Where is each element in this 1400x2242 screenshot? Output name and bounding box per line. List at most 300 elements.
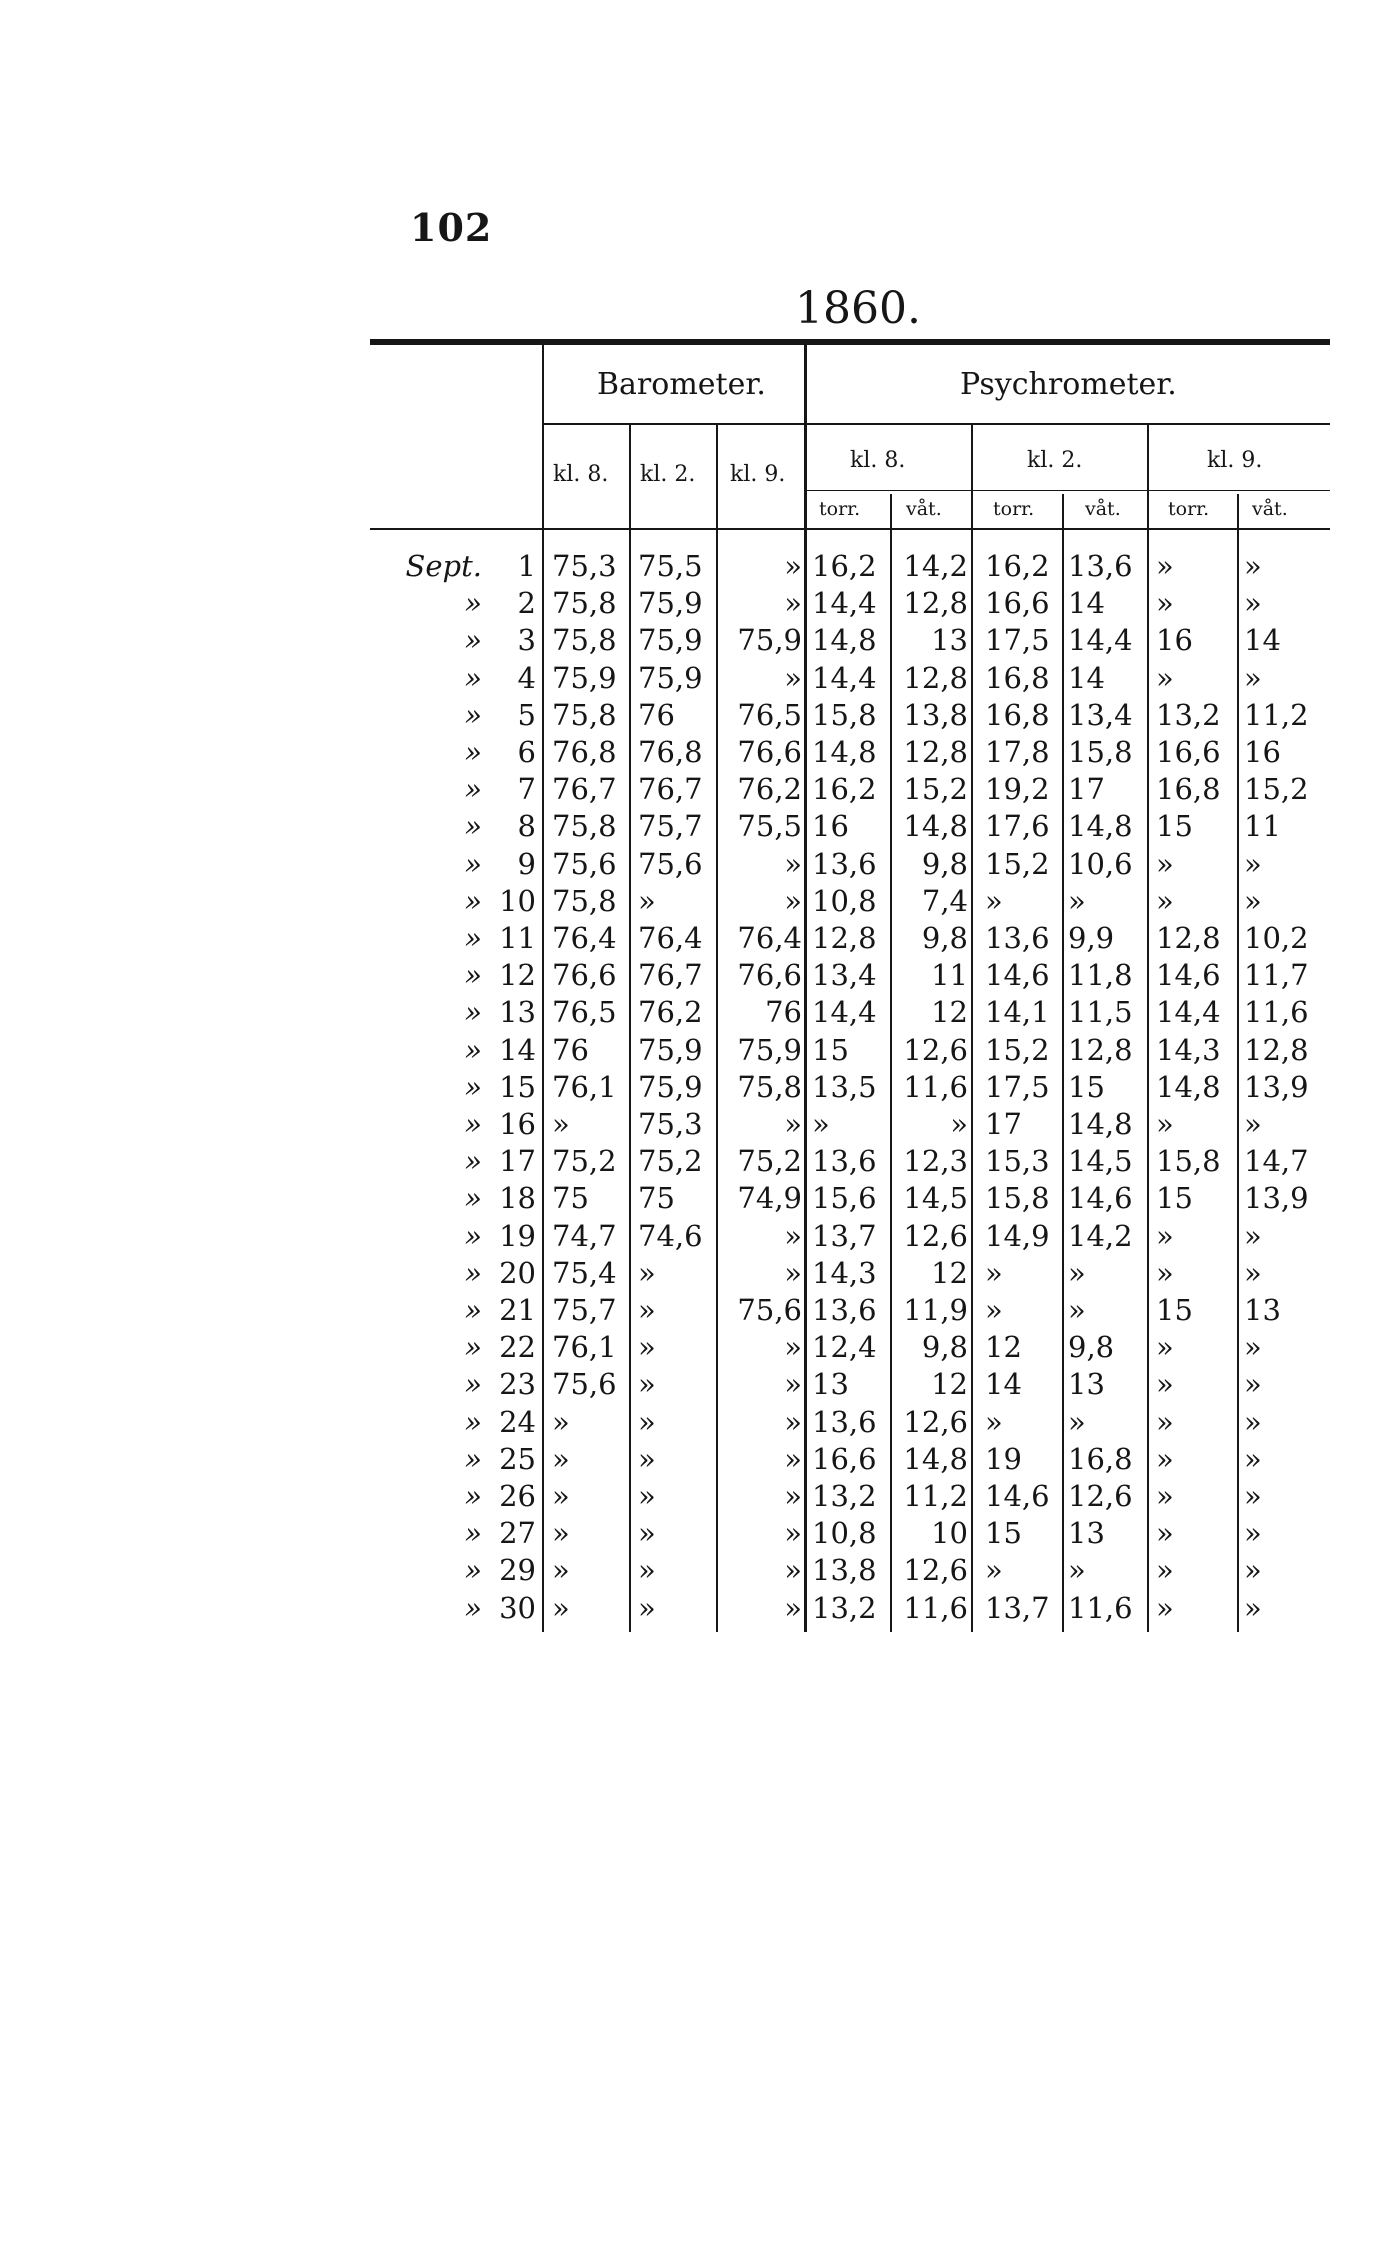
top-rule [370,339,1330,345]
torr-9-cell: » [1156,549,1174,583]
year-heading: 1860. [795,283,921,334]
torr-8-cell: 14,4 [812,995,877,1030]
vat-2-cell: 14 [1068,586,1105,621]
vat-8-cell: 7,4 [921,883,968,918]
baro-2-cell: 76,7 [638,958,703,993]
torr-9-cell: 12,8 [1156,921,1221,955]
torr-2-cell: » [985,883,1003,918]
vat-9-cell: » [1244,1330,1262,1365]
torr-2-cell: 17,6 [985,809,1050,844]
vat-2-cell: 9,8 [1068,1330,1115,1365]
baro-9-cell: 75,8 [737,1069,802,1104]
torr-8-cell: 14,4 [812,586,877,621]
baro-9-cell: 75,6 [737,1293,802,1327]
torr-9-cell: » [1156,1590,1174,1625]
torr-9-cell: » [1156,1516,1174,1551]
month-label: » [464,1590,482,1625]
baro-8-cell: 75,9 [552,660,617,695]
torr-9-cell: » [1156,1255,1174,1290]
torr-8-cell: 13,6 [812,1293,877,1327]
torr-2-cell: 14,9 [985,1218,1050,1253]
vat-9-cell: 11,7 [1244,958,1309,993]
vat-2-cell: 14,2 [1068,1218,1133,1253]
vat-9-cell: 12,8 [1244,1032,1309,1067]
torr-9-cell: » [1156,1367,1174,1402]
month-label: » [464,958,482,993]
vat-2-cell: 13,4 [1068,697,1133,732]
torr-2-cell: 15,2 [985,1032,1050,1067]
day-cell: 21 [499,1293,536,1327]
rule-baro-psy [804,345,807,1632]
torr-label-8: torr. [819,498,861,520]
vat-9-cell: » [1244,1590,1262,1625]
vat-8-cell: 13,8 [903,697,968,732]
month-label: » [464,1181,482,1216]
baro-2-cell: 75,9 [638,623,703,658]
vat-9-cell: 13,9 [1244,1069,1309,1104]
baro-2-cell: 76 [638,697,675,732]
baro-time-9: kl. 9. [730,462,786,487]
baro-9-cell: 76,6 [737,958,802,993]
month-label: » [464,1441,482,1476]
torr-2-cell: 15,8 [985,1181,1050,1216]
torr-8-cell: 13 [812,1367,849,1402]
baro-2-cell: 76,2 [638,995,703,1030]
torr-8-cell: 15,8 [812,697,877,732]
baro-2-cell: » [638,1479,656,1513]
vat-8-cell: 12,8 [903,660,968,695]
day-cell: 6 [517,735,536,769]
vat-8-cell: 10 [931,1516,968,1551]
day-cell: 9 [517,846,536,881]
vat-2-cell: 14,6 [1068,1181,1133,1216]
torr-9-cell: 14,6 [1156,958,1221,993]
baro-9-cell: » [784,660,802,695]
month-label: » [464,586,482,621]
month-label: » [464,883,482,918]
baro-9-cell: 75,9 [737,1032,802,1067]
month-label: » [464,1107,482,1141]
vat-9-cell: 10,2 [1244,921,1309,955]
vat-8-cell: 12,6 [903,1218,968,1253]
psy-time-2: kl. 2. [1027,448,1083,473]
torr-2-cell: 16,8 [985,660,1050,695]
torr-8-cell: 10,8 [812,1516,877,1551]
vat-9-cell: » [1244,660,1262,695]
baro-9-cell: 74,9 [737,1181,802,1216]
baro-2-cell: » [638,1590,656,1625]
vat-2-cell: 12,8 [1068,1032,1133,1067]
vat-8-cell: 14,8 [903,809,968,844]
torr-9-cell: » [1156,660,1174,695]
torr-9-cell: 15 [1156,1293,1193,1327]
vat-9-cell: » [1244,1218,1262,1253]
torr-8-cell: 12,8 [812,921,877,955]
vat-2-cell: 13 [1068,1367,1105,1402]
vat-2-cell: » [1068,1553,1086,1588]
baro-2-cell: 75,9 [638,660,703,695]
baro-8-cell: » [552,1553,570,1588]
day-cell: 26 [499,1479,536,1513]
torr-2-cell: 17,5 [985,1069,1050,1104]
torr-8-cell: 16 [812,809,849,844]
vat-9-cell: 16 [1244,735,1281,769]
vat-9-cell: 14 [1244,623,1281,658]
baro-2-cell: » [638,1255,656,1290]
baro-9-cell: 75,2 [737,1144,802,1179]
vat-8-cell: 11,2 [903,1479,968,1513]
torr-8-cell: 14,4 [812,660,877,695]
vat-8-cell: 9,8 [921,846,968,881]
baro-8-cell: » [552,1107,570,1141]
day-cell: 11 [499,921,536,955]
vat-9-cell: 11 [1244,809,1281,844]
torr-8-cell: 13,6 [812,1404,877,1439]
vat-2-cell: 14 [1068,660,1105,695]
rule-under-header [370,528,1330,530]
baro-8-cell: 75,3 [552,549,617,583]
torr-9-cell: 16,8 [1156,772,1221,807]
baro-8-cell: 76,1 [552,1069,617,1104]
vat-8-cell: » [950,1107,968,1141]
month-label: » [464,1367,482,1402]
torr-9-cell: » [1156,1404,1174,1439]
vat-9-cell: 11,2 [1244,697,1309,732]
day-cell: 8 [517,809,536,844]
month-label: » [464,1293,482,1327]
torr-9-cell: » [1156,1218,1174,1253]
torr-9-cell: 15,8 [1156,1144,1221,1179]
baro-8-cell: » [552,1479,570,1513]
baro-8-cell: » [552,1516,570,1551]
baro-8-cell: 76,5 [552,995,617,1030]
month-label: » [464,1479,482,1513]
vat-2-cell: 16,8 [1068,1441,1133,1476]
baro-8-cell: 75,7 [552,1293,617,1327]
baro-8-cell: 75 [552,1181,589,1216]
day-cell: 12 [499,958,536,993]
day-cell: 25 [499,1441,536,1476]
month-label: » [464,623,482,658]
baro-9-cell: » [784,1516,802,1551]
month-label: » [464,809,482,844]
rule-under-psy-times [806,490,1330,491]
baro-2-cell: 76,7 [638,772,703,807]
vat-9-cell: » [1244,1441,1262,1476]
baro-9-cell: » [784,846,802,881]
vat-2-cell: 14,8 [1068,809,1133,844]
vat-9-cell: » [1244,1479,1262,1513]
vat-8-cell: 14,2 [903,549,968,583]
baro-9-cell: » [784,1590,802,1625]
baro-8-cell: 74,7 [552,1218,617,1253]
vat-2-cell: 14,5 [1068,1144,1133,1179]
vat-8-cell: 12,3 [903,1144,968,1179]
vat-8-cell: 12,8 [903,735,968,769]
baro-8-cell: 75,6 [552,846,617,881]
vat-2-cell: 11,8 [1068,958,1133,993]
psychrometer-header: Psychrometer. [960,367,1177,402]
torr-9-cell: 13,2 [1156,697,1221,732]
torr-2-cell: » [985,1293,1003,1327]
day-cell: 14 [499,1032,536,1067]
vat-2-cell: » [1068,1255,1086,1290]
psy-time-8: kl. 8. [850,448,906,473]
vat-9-cell: » [1244,1367,1262,1402]
month-label: » [464,1516,482,1551]
baro-2-cell: 76,4 [638,921,703,955]
torr-2-cell: 16,2 [985,549,1050,583]
vat-9-cell: » [1244,1255,1262,1290]
day-cell: 29 [499,1553,536,1588]
vat-8-cell: 12,6 [903,1404,968,1439]
month-label: » [464,1032,482,1067]
baro-2-cell: » [638,1553,656,1588]
vat-9-cell: » [1244,1404,1262,1439]
vat-9-cell: » [1244,846,1262,881]
baro-8-cell: 76,7 [552,772,617,807]
month-label: » [464,735,482,769]
month-label: » [464,1404,482,1439]
baro-2-cell: 75 [638,1181,675,1216]
vat-2-cell: 17 [1068,772,1105,807]
torr-2-cell: 17,8 [985,735,1050,769]
barometer-header: Barometer. [597,367,766,402]
torr-9-cell: 16,6 [1156,735,1221,769]
baro-9-cell: 75,9 [737,623,802,658]
torr-2-cell: 15,2 [985,846,1050,881]
torr-9-cell: 15 [1156,809,1193,844]
torr-2-cell: 13,6 [985,921,1050,955]
baro-8-cell: 75,8 [552,623,617,658]
torr-9-cell: » [1156,883,1174,918]
torr-8-cell: 13,8 [812,1553,877,1588]
baro-8-cell: » [552,1590,570,1625]
torr-8-cell: 13,4 [812,958,877,993]
baro-9-cell: » [784,1255,802,1290]
torr-2-cell: 15 [985,1516,1022,1551]
baro-8-cell: 75,6 [552,1367,617,1402]
vat-8-cell: 14,5 [903,1181,968,1216]
torr-8-cell: 12,4 [812,1330,877,1365]
vat-label-9: våt. [1252,498,1288,520]
torr-8-cell: 13,6 [812,846,877,881]
baro-2-cell: » [638,1293,656,1327]
month-label: » [464,1069,482,1104]
month-label: » [464,995,482,1030]
baro-2-cell: 75,9 [638,1032,703,1067]
rule-psy-8-2 [971,425,973,1632]
torr-label-2: torr. [993,498,1035,520]
baro-2-cell: 75,5 [638,549,703,583]
vat-9-cell: 13 [1244,1293,1281,1327]
baro-9-cell: 76,5 [737,697,802,732]
torr-8-cell: 15,6 [812,1181,877,1216]
torr-2-cell: » [985,1255,1003,1290]
torr-9-cell: 16 [1156,623,1193,658]
torr-2-cell: 16,8 [985,697,1050,732]
vat-9-cell: » [1244,586,1262,621]
day-cell: 16 [499,1107,536,1141]
baro-8-cell: 75,2 [552,1144,617,1179]
month-label: » [464,1330,482,1365]
baro-time-8: kl. 8. [553,462,609,487]
baro-8-cell: 75,8 [552,697,617,732]
baro-9-cell: 76 [765,995,802,1030]
torr-2-cell: » [985,1404,1003,1439]
baro-2-cell: » [638,1367,656,1402]
torr-9-cell: » [1156,1553,1174,1588]
month-label: » [464,1144,482,1179]
torr-9-cell: » [1156,1107,1174,1141]
day-cell: 7 [517,772,536,807]
baro-9-cell: » [784,1367,802,1402]
baro-time-2: kl. 2. [640,462,696,487]
torr-2-cell: 15,3 [985,1144,1050,1179]
vat-2-cell: 9,9 [1068,921,1115,955]
baro-8-cell: 75,8 [552,809,617,844]
day-cell: 22 [499,1330,536,1365]
rule-baro-2-9 [716,425,718,1632]
torr-9-cell: » [1156,586,1174,621]
vat-2-cell: 13,6 [1068,549,1133,583]
torr-9-cell: » [1156,846,1174,881]
torr-2-cell: 14,1 [985,995,1050,1030]
rule-under-psychrometer [806,423,1330,425]
month-label: » [464,846,482,881]
vat-8-cell: 12,8 [903,586,968,621]
torr-8-cell: 13,2 [812,1479,877,1513]
torr-8-cell: 14,8 [812,623,877,658]
torr-8-cell: 13,7 [812,1218,877,1253]
vat-8-cell: 12 [931,1255,968,1290]
vat-9-cell: » [1244,1553,1262,1588]
page-number: 102 [410,205,493,250]
torr-8-cell: 16,2 [812,549,877,583]
torr-2-cell: 19 [985,1441,1022,1476]
torr-2-cell: 17 [985,1107,1022,1141]
baro-2-cell: » [638,1441,656,1476]
baro-2-cell: » [638,1404,656,1439]
vat-9-cell: 15,2 [1244,772,1309,807]
vat-9-cell: 13,9 [1244,1181,1309,1216]
torr-8-cell: 15 [812,1032,849,1067]
rule-psy-2-9 [1147,425,1149,1632]
vat-9-cell: 11,6 [1244,995,1309,1030]
torr-8-cell: 16,6 [812,1441,877,1476]
day-cell: 27 [499,1516,536,1551]
torr-9-cell: 14,8 [1156,1069,1221,1104]
baro-9-cell: 76,6 [737,735,802,769]
day-cell: 23 [499,1367,536,1402]
torr-8-cell: 13,5 [812,1069,877,1104]
vat-8-cell: 12 [931,995,968,1030]
month-label: » [464,1218,482,1253]
day-cell: 10 [499,883,536,918]
day-cell: 15 [499,1069,536,1104]
vat-8-cell: 11,6 [903,1590,968,1625]
torr-2-cell: 17,5 [985,623,1050,658]
vat-8-cell: 11,6 [903,1069,968,1104]
vat-8-cell: 13 [931,623,968,658]
baro-8-cell: 76 [552,1032,589,1067]
baro-2-cell: 75,6 [638,846,703,881]
vat-9-cell: » [1244,883,1262,918]
rule-torr-vat-2 [1062,494,1064,1632]
baro-8-cell: 76,1 [552,1330,617,1365]
day-cell: 17 [499,1144,536,1179]
torr-8-cell: 14,3 [812,1255,877,1290]
torr-9-cell: 14,4 [1156,995,1221,1030]
day-cell: 18 [499,1181,536,1216]
vat-2-cell: 10,6 [1068,846,1133,881]
month-label: » [464,921,482,955]
vat-2-cell: 14,4 [1068,623,1133,658]
baro-9-cell: 76,4 [737,921,802,955]
torr-9-cell: » [1156,1479,1174,1513]
baro-9-cell: » [784,1441,802,1476]
day-cell: 5 [517,697,536,732]
vat-2-cell: 14,8 [1068,1107,1133,1141]
month-label: Sept. [405,549,482,583]
torr-8-cell: 10,8 [812,883,877,918]
month-label: » [464,697,482,732]
torr-2-cell: 14 [985,1367,1022,1402]
torr-9-cell: 15 [1156,1181,1193,1216]
baro-2-cell: » [638,1330,656,1365]
baro-8-cell: 75,8 [552,883,617,918]
torr-2-cell: » [985,1553,1003,1588]
vat-label-2: våt. [1085,498,1121,520]
baro-9-cell: » [784,1479,802,1513]
torr-8-cell: 13,2 [812,1590,877,1625]
baro-9-cell: » [784,883,802,918]
baro-8-cell: » [552,1441,570,1476]
vat-8-cell: 11 [931,958,968,993]
vat-8-cell: 12,6 [903,1553,968,1588]
month-label: » [464,660,482,695]
day-cell: 13 [499,995,536,1030]
month-label: » [464,1553,482,1588]
vat-2-cell: 12,6 [1068,1479,1133,1513]
vat-label-8: våt. [906,498,942,520]
torr-2-cell: 14,6 [985,958,1050,993]
day-cell: 20 [499,1255,536,1290]
baro-9-cell: » [784,1404,802,1439]
vat-9-cell: » [1244,549,1262,583]
vat-8-cell: 15,2 [903,772,968,807]
baro-9-cell: » [784,549,802,583]
vat-8-cell: 12,6 [903,1032,968,1067]
torr-2-cell: 19,2 [985,772,1050,807]
day-cell: 30 [499,1590,536,1625]
torr-8-cell: 13,6 [812,1144,877,1179]
day-cell: 24 [499,1404,536,1439]
torr-9-cell: » [1156,1330,1174,1365]
baro-2-cell: 75,3 [638,1107,703,1141]
torr-2-cell: 16,6 [985,586,1050,621]
baro-9-cell: » [784,1553,802,1588]
vat-2-cell: 15,8 [1068,735,1133,769]
baro-2-cell: » [638,1516,656,1551]
vat-2-cell: 15 [1068,1069,1105,1104]
vat-2-cell: » [1068,883,1086,918]
baro-9-cell: 75,5 [737,809,802,844]
baro-9-cell: » [784,586,802,621]
vat-8-cell: 11,9 [903,1293,968,1327]
month-label: » [464,1255,482,1290]
baro-2-cell: 74,6 [638,1218,703,1253]
